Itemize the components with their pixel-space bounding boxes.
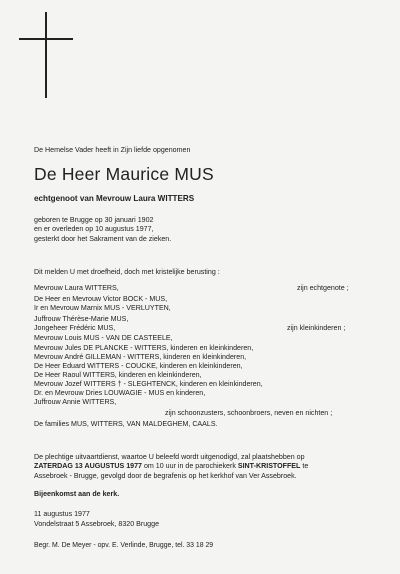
mourner-line: Mevrouw Louis MUS - VAN DE CASTEELE, xyxy=(34,334,173,342)
announcement-line: Dit melden U met droefheid, doch met kristelijke berusting : xyxy=(34,268,220,276)
mourner-line: Juffrouw Annie WITTERS, xyxy=(34,398,117,406)
funeral-line-1: De plechtige uitvaartdienst, waartoe U beleefd wordt uitgenodigd, zal plaatshebben op xyxy=(34,453,305,461)
sacrament-line: gesterkt door het Sakrament van de zieken. xyxy=(34,235,172,243)
intro-text: De Hemelse Vader heeft in Zijn liefde opgenomen xyxy=(34,146,191,154)
funeral-paragraph xyxy=(34,453,372,481)
funeral-to-text: te xyxy=(300,462,309,471)
mourner-line: Jongeheer Frédéric MUS, xyxy=(34,324,116,332)
printer-line: Begr. M. De Meyer - opv. E. Verlinde, Brugge, tel. 33 18 29 xyxy=(34,542,214,549)
mourner-line: Mevrouw Jozef WITTERS † - SLEGHTENCK, kinderen en kleinkinderen, xyxy=(34,380,263,388)
funeral-date: ZATERDAG 13 AUGUSTUS 1977 xyxy=(34,462,143,471)
death-line: en er overleden op 10 augustus 1977, xyxy=(34,225,154,233)
families-line: De families MUS, WITTERS, VAN MALDEGHEM, CAALS. xyxy=(34,420,218,428)
mourner-line: Ir en Mevrouw Marnix MUS - VERLUYTEN, xyxy=(34,304,171,312)
birth-line: geboren te Brugge op 30 januari 1902 xyxy=(34,216,154,224)
mourner-line: Mevrouw André GILLEMAN - WITTERS, kinderen en kleinkinderen, xyxy=(34,353,247,361)
funeral-time-text: om 10 uur in de parochiekerk xyxy=(142,462,238,471)
cross-horizontal-bar xyxy=(19,38,73,40)
mourner-line: De Heer Raoul WITTERS, kinderen en kleinkinderen, xyxy=(34,371,202,379)
cross-vertical-bar xyxy=(45,12,47,98)
address-line: Vondelstraat 5 Assebroek, 8320 Brugge xyxy=(34,520,160,528)
relation-grandchildren: zijn kleinkinderen ; xyxy=(287,324,346,332)
relation-spouse: zijn echtgenote ; xyxy=(297,284,349,292)
mourner-line: Mevrouw Jules DE PLANCKE - WITTERS, kinderen en kleinkinderen, xyxy=(34,344,254,352)
relation-in-laws: zijn schoonzusters, schoonbroers, neven en nichten ; xyxy=(165,409,333,417)
funeral-line-2 xyxy=(34,462,372,471)
mourner-line: Mevrouw Laura WITTERS, xyxy=(34,284,119,292)
mourner-line: Dr. en Mevrouw Dries LOUWAGIE - MUS en kinderen, xyxy=(34,389,206,397)
church-name: SINT-KRISTOFFEL xyxy=(237,462,301,471)
deceased-name: De Heer Maurice MUS xyxy=(34,164,214,184)
mourner-line: De Heer Eduard WITTERS - COUCKE, kinderen en kleinkinderen, xyxy=(34,362,243,370)
mourner-line: Juffrouw Thérèse-Marie MUS, xyxy=(34,315,129,323)
funeral-line-3: Assebroek - Brugge, gevolgd door de begrafenis op het kerkhof van Ver Assebroek. xyxy=(34,471,297,480)
mourner-line: De Heer en Mevrouw Victor BOCK - MUS, xyxy=(34,295,168,303)
gathering-line: Bijeenkomst aan de kerk. xyxy=(34,490,120,498)
spouse-line: echtgenoot van Mevrouw Laura WITTERS xyxy=(34,194,195,203)
date-line: 11 augustus 1977 xyxy=(34,510,90,518)
